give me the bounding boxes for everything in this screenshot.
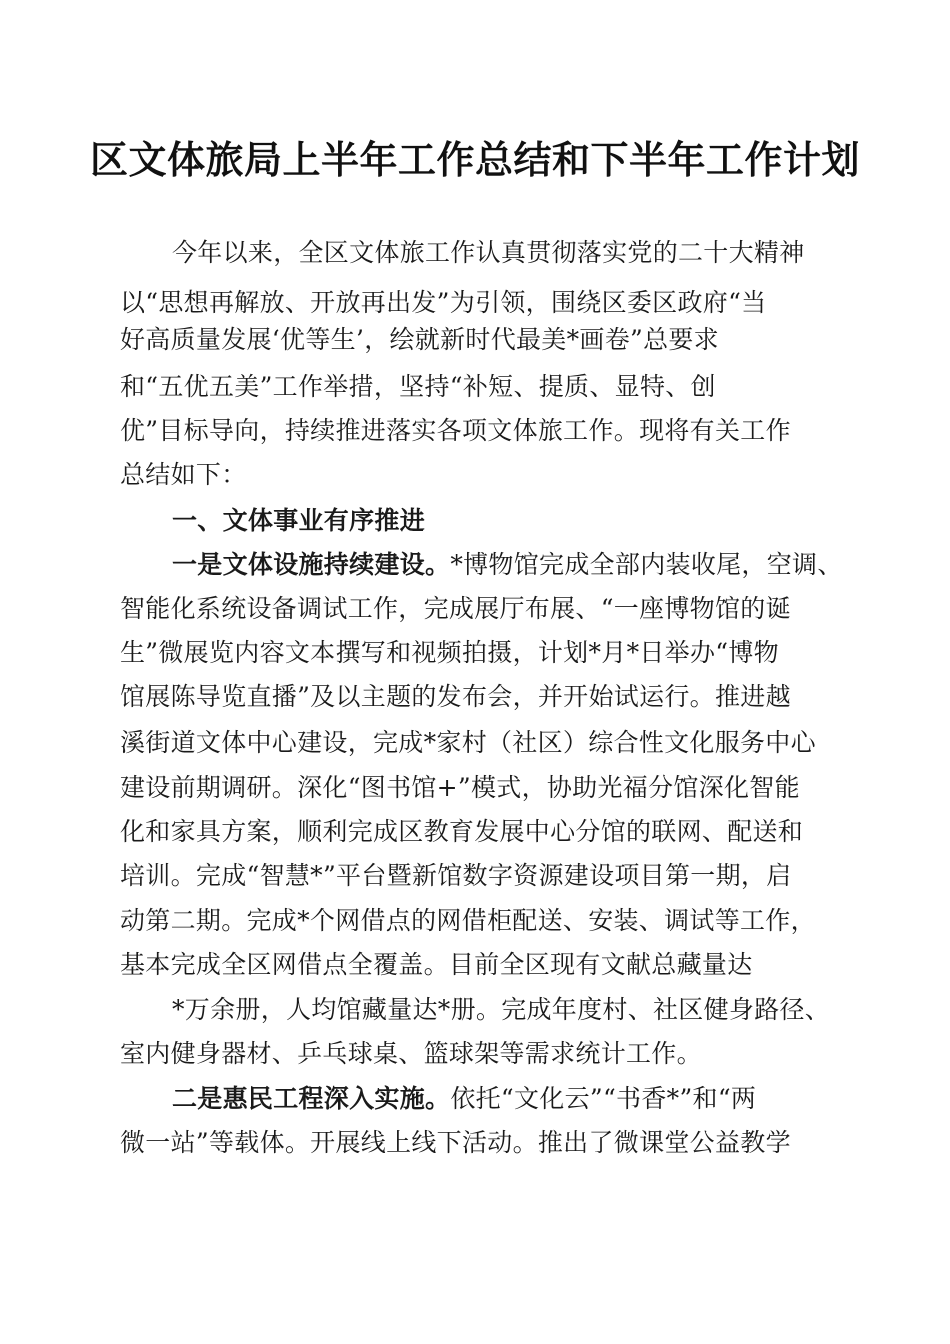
paragraph-line: 溪街道文体中心建设，完成*家村（社区）综合性文化服务中心 (120, 728, 816, 757)
paragraph-line: *万余册，人均馆藏量达*册。完成年度村、社区健身路径、 (172, 995, 831, 1024)
paragraph-line: 馆展陈导览直播”及以主题的发布会，并开始试运行。推进越 (120, 682, 791, 711)
intro-line: 优”目标导向，持续推进落实各项文体旅工作。现将有关工作 (120, 416, 791, 445)
paragraph-line: 化和家具方案，顺利完成区教育发展中心分馆的联网、配送和 (120, 817, 804, 846)
paragraph-line: 培训。完成“智慧*”平台暨新馆数字资源建设项目第一期，启 (120, 861, 792, 890)
paragraph-first-line (172, 550, 843, 580)
document-title: 区文体旅局上半年工作总结和下半年工作计划 (89, 137, 860, 182)
paragraph-line: 微一站”等载体。开展线上线下活动。推出了微课堂公益教学 (120, 1128, 791, 1157)
intro-line: 总结如下： (120, 460, 247, 489)
paragraph-text: *博物馆完成全部内装收尾，空调、 (450, 550, 843, 579)
section-heading: 一、文体事业有序推进 (172, 506, 426, 535)
paragraph-line: 建设前期调研。深化“图书馆+”模式，协助光福分馆深化智能 (120, 773, 800, 802)
paragraph-line: 动第二期。完成*个网借点的网借柜配送、安装、调试等工作， (120, 906, 816, 935)
paragraph-line: 基本完成全区网借点全覆盖。目前全区现有文献总藏量达 (120, 950, 753, 979)
paragraph-lead: 二是惠民工程深入实施。 (172, 1084, 451, 1113)
paragraph-line: 生”微展览内容文本撰写和视频拍摄，计划*月*日举办“博物 (120, 638, 779, 667)
intro-line: 和“五优五美”工作举措，坚持“补短、提质、显特、创 (120, 372, 716, 401)
intro-line: 今年以来，全区文体旅工作认真贯彻落实党的二十大精神 (172, 238, 805, 267)
paragraph-line: 智能化系统设备调试工作，完成展厅布展、“一座博物馆的诞 (120, 594, 791, 623)
paragraph-text: 依托“文化云”“书香*”和“两 (450, 1084, 757, 1113)
paragraph-line: 室内健身器材、乒乓球桌、篮球架等需求统计工作。 (120, 1039, 702, 1068)
paragraph-first-line (172, 1084, 756, 1114)
intro-line: 好高质量发展‘优等生’，绘就新时代最美*画卷”总要求 (120, 325, 719, 354)
intro-line: 以“思想再解放、开放再出发”为引领，围绕区委区政府“当 (120, 288, 767, 317)
paragraph-lead: 一是文体设施持续建设。 (172, 550, 451, 579)
